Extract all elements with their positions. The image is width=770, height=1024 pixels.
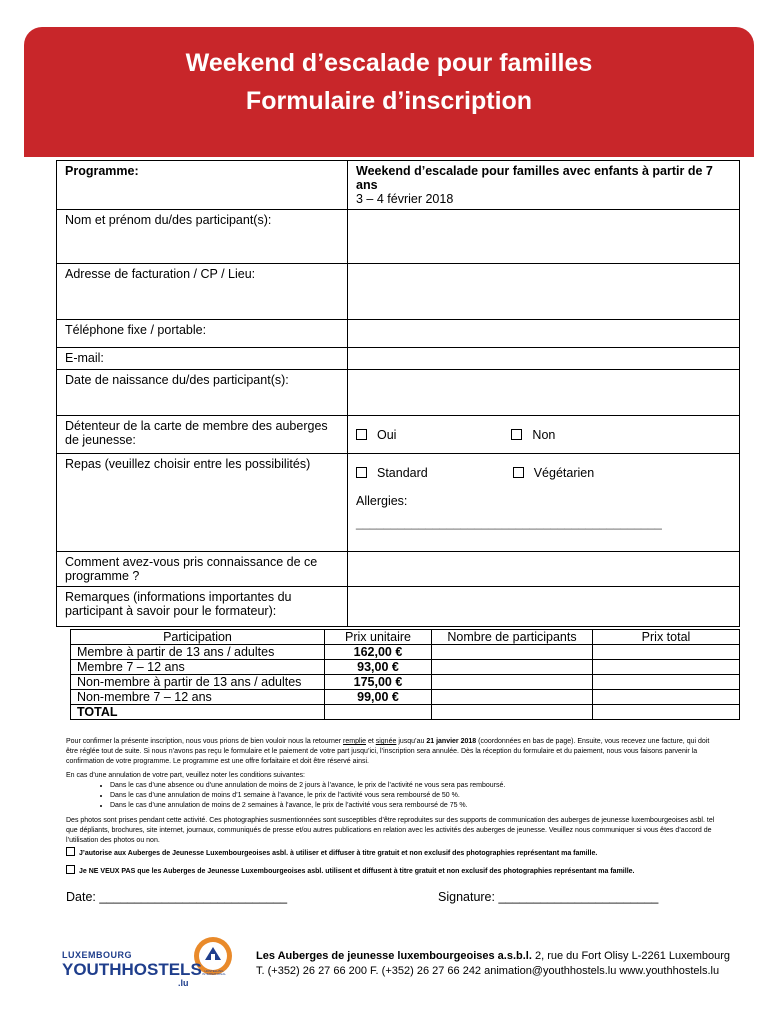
birthdate-label: Date de naissance du/des participant(s): xyxy=(57,370,348,416)
count-field[interactable] xyxy=(432,675,593,690)
total-row xyxy=(71,705,740,720)
table-row xyxy=(71,690,740,705)
name-field[interactable] xyxy=(348,210,740,264)
participation-table xyxy=(70,629,740,720)
header-banner xyxy=(24,27,754,157)
list-item: • Dans le cas d’une absence ou d’une annulation de moins de 2 jours à l’avance, le prix de l’activité ne vous sera pas remboursé. xyxy=(110,781,716,791)
consent-no-row xyxy=(66,865,716,877)
confirm-text-c: (coordonnées en bas de page). Ensuite, vous recevez une facture, qui doit être réglée tout de suite. Si nous n’avons pas reçu le formulaire et le paiement de votre part jusqu’ici, l’inscription sera annulée. Dès la réception du formulaire et du paiement, nous vous faisons parvenir la confirmation de votre programme. Le programme est une offre forfaitaire et doit être réservé ainsi. xyxy=(66,738,710,765)
row-label: Non-membre 7 – 12 ans xyxy=(71,690,325,705)
cancel-list xyxy=(66,781,716,811)
consent-yes-text: J’autorise aux Auberges de Jeunesse Luxembourgeoises asbl. à utiliser et diffuser à titre gratuit et non exclusif des photographies représentant ma famille. xyxy=(79,850,598,857)
cancellation-section xyxy=(66,771,716,811)
logo-lu-text: .lu xyxy=(178,978,189,988)
programme-label: Programme: xyxy=(57,161,348,210)
confirm-signee: signée xyxy=(375,738,397,745)
programme-cell xyxy=(348,161,740,210)
row-price: 162,00 € xyxy=(325,645,432,660)
count-field[interactable] xyxy=(432,645,593,660)
option-vegetarien-label: Végétarien xyxy=(533,466,595,480)
footer-contact-line: T. (+352) 26 27 66 200 F. (+352) 26 27 66 242 animation@youthhostels.lu www.youthhostels.lu xyxy=(256,965,720,977)
total-field[interactable] xyxy=(593,645,740,660)
confirm-text-a: Pour confirmer la présente inscription, nous vous prions de bien vouloir nous la retourner xyxy=(66,738,344,745)
confirm-et: et xyxy=(366,738,376,745)
phone-field[interactable] xyxy=(348,320,740,348)
total-field[interactable] xyxy=(593,690,740,705)
option-oui-label: Oui xyxy=(377,427,397,442)
confirm-text-b: jusqu’au xyxy=(396,738,427,745)
checkbox-consent-no[interactable] xyxy=(66,865,75,874)
remarks-field[interactable] xyxy=(348,587,740,627)
name-label: Nom et prénom du/des participant(s): xyxy=(57,210,348,264)
count-field[interactable] xyxy=(432,660,593,675)
checkbox-vegetarien[interactable] xyxy=(513,467,524,478)
meal-label: Repas (veuillez choisir entre les possibilités) xyxy=(57,454,348,552)
phone-label: Téléphone fixe / portable: xyxy=(57,320,348,348)
checkbox-consent-yes[interactable] xyxy=(66,847,75,856)
consent-yes-row xyxy=(66,847,716,859)
confirm-remplie: remplie xyxy=(343,738,366,745)
footer-address: 2, rue du Fort Olisy L-2261 Luxembourg xyxy=(531,950,731,962)
source-field[interactable] xyxy=(348,552,740,587)
participant-count-header: Nombre de participants xyxy=(432,630,593,645)
address-field[interactable] xyxy=(348,264,740,320)
badge-text: HOSTELLING INTERNATIONAL xyxy=(202,969,226,976)
signature-field[interactable]: Signature: _______________________ xyxy=(438,890,659,904)
row-label: Membre à partir de 13 ans / adultes xyxy=(71,645,325,660)
row-label: Membre 7 – 12 ans xyxy=(71,660,325,675)
table-row xyxy=(71,675,740,690)
row-price: 99,00 € xyxy=(325,690,432,705)
list-item: • Dans le cas d’une annulation de moins de 2 semaines à l’avance, le prix de l’activité vous sera remboursé de 75 %. xyxy=(110,801,716,811)
count-field[interactable] xyxy=(432,690,593,705)
consent-no-text: Je NE VEUX PAS que les Auberges de Jeunesse Luxembourgeoises asbl. utilisent et diffusent à titre gratuit et non exclusif des photographies représentant ma famille. xyxy=(79,868,635,875)
allergies-field[interactable]: ____________________________________________ xyxy=(356,516,662,530)
logo-top-text: LUXEMBOURG xyxy=(62,950,132,960)
source-label: Comment avez-vous pris connaissance de ce programme ? xyxy=(57,552,348,587)
form-title: Weekend d’escalade pour familles xyxy=(185,49,593,77)
confirmation-paragraph xyxy=(66,737,716,767)
email-field[interactable] xyxy=(348,348,740,370)
table-row xyxy=(71,660,740,675)
grand-total-field[interactable] xyxy=(593,705,740,720)
address-label: Adresse de facturation / CP / Lieu: xyxy=(57,264,348,320)
footer-contact xyxy=(256,949,730,979)
participation-header: Participation xyxy=(71,630,325,645)
table-row xyxy=(71,645,740,660)
programme-dates: 3 – 4 février 2018 xyxy=(356,192,454,206)
form-subtitle: Formulaire d’inscription xyxy=(245,87,533,115)
total-field[interactable] xyxy=(593,675,740,690)
total-count-field[interactable] xyxy=(432,705,593,720)
allergies-label: Allergies: xyxy=(356,494,408,508)
checkbox-standard[interactable] xyxy=(356,467,367,478)
checkbox-non[interactable] xyxy=(511,429,522,440)
option-non-label: Non xyxy=(532,427,556,442)
footer-org: Les Auberges de jeunesse luxembourgeoises a.s.b.l. xyxy=(256,950,532,962)
unit-price-header: Prix unitaire xyxy=(325,630,432,645)
row-label: Non-membre à partir de 13 ans / adultes xyxy=(71,675,325,690)
programme-value: Weekend d’escalade pour familles avec enfants à partir de 7 ans xyxy=(356,164,713,192)
photos-paragraph: Des photos sont prises pendant cette activité. Ces photographies susmentionnées sont susceptibles d’être reproduites sur des supports de communication des auberges de jeunesse luxembourgeoises asbl. tel que dépliants, brochures, site internet, journaux, communiqués de presse et/ou autres publications en relation avec les activités des auberges de jeunesse. Veuillez nous communiquer si vous êtes d’accord de l’utilisation des photos ou non. xyxy=(66,817,715,844)
youthhostels-logo xyxy=(60,930,250,1000)
total-price-header: Prix total xyxy=(593,630,740,645)
remarks-label: Remarques (informations importantes du participant à savoir pour le formateur): xyxy=(57,587,348,627)
total-label: TOTAL xyxy=(71,705,325,720)
cancel-intro: En cas d’une annulation de votre part, veuillez noter les conditions suivantes: xyxy=(66,772,305,779)
row-price: 175,00 € xyxy=(325,675,432,690)
meal-options xyxy=(348,454,740,552)
option-standard-label: Standard xyxy=(377,466,428,480)
row-price: 93,00 € xyxy=(325,660,432,675)
email-label: E-mail: xyxy=(57,348,348,370)
list-item: • Dans le cas d’une annulation de moins d’1 semaine à l’avance, le prix de l’activité vous sera remboursé de 50 %. xyxy=(110,791,716,801)
birthdate-field[interactable] xyxy=(348,370,740,416)
registration-table xyxy=(56,160,740,627)
total-field[interactable] xyxy=(593,660,740,675)
member-card-options xyxy=(348,416,740,454)
total-price-field[interactable] xyxy=(325,705,432,720)
logo-main-text: YOUTHHOSTELS xyxy=(62,960,202,979)
date-field[interactable]: Date: ___________________________ xyxy=(66,890,288,904)
confirm-deadline: 21 janvier 2018 xyxy=(426,738,477,745)
member-card-label: Détenteur de la carte de membre des auberges de jeunesse: xyxy=(57,416,348,454)
checkbox-oui[interactable] xyxy=(356,429,367,440)
